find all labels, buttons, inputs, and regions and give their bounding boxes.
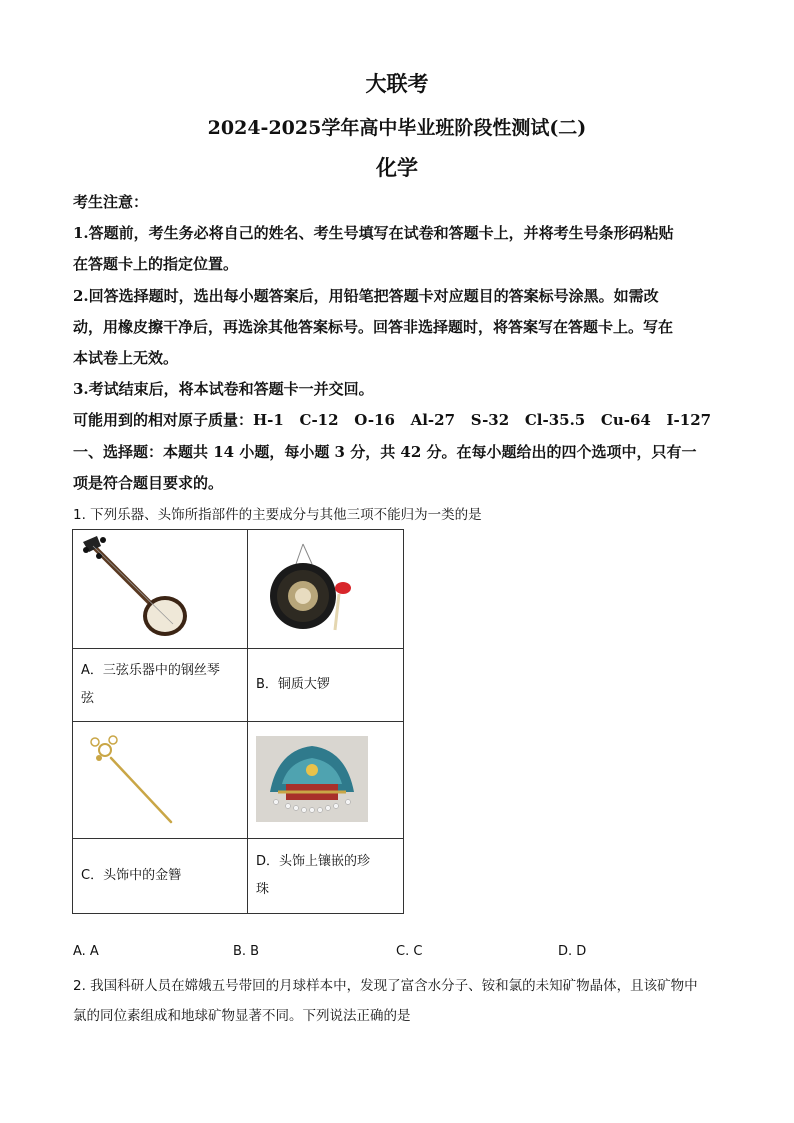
option-a-cell <box>73 649 248 722</box>
section-heading-line-1: 一、选择题：本题共 14 小题，每小题 3 分，共 42 分。在每小题给出的四个选项中，只有一 <box>73 443 697 461</box>
exam-org-title: 大联考 <box>365 71 429 96</box>
atomic-masses: 可能用到的相对原子质量：H-1 C-12 O-16 Al-27 S-32 Cl-35.5 Cu-64 I-127 <box>73 411 712 429</box>
choice-a[interactable]: A. A <box>73 944 99 959</box>
gold-hairpin-image <box>73 722 239 834</box>
option-c-cell <box>73 839 248 914</box>
notice-line-2: 在答题卡上的指定位置。 <box>73 255 239 273</box>
option-d-label-line-2: 珠 <box>256 882 270 897</box>
option-a-image-cell <box>73 530 248 649</box>
choice-d[interactable]: D. D <box>558 944 587 959</box>
option-d-image-cell <box>248 722 404 839</box>
pearl-headdress-image <box>248 722 395 834</box>
question-2-line-1: 2. 我国科研人员在嫦娥五号带回的月球样本中，发现了富含水分子、铵和氯的未知矿物晶体，且该矿物中 <box>73 978 698 994</box>
option-c-label: C．头饰中的金簪 <box>81 868 182 883</box>
question-2-line-2: 氯的同位素组成和地球矿物显著不同。下列说法正确的是 <box>73 1008 411 1024</box>
option-d-cell <box>248 839 404 914</box>
option-b-label: B．铜质大锣 <box>256 677 330 692</box>
notice-line-1: 1.答题前，考生务必将自己的姓名、考生号填写在试卷和答题卡上，并将考生号条形码粘贴 <box>73 224 674 242</box>
option-d-label-line-1: D．头饰上镶嵌的珍 <box>256 854 371 869</box>
option-a-label-line-2: 弦 <box>81 691 95 706</box>
question-1-options-table <box>72 529 404 914</box>
notice-heading: 考生注意： <box>73 193 149 211</box>
option-b-image-cell <box>248 530 404 649</box>
subject-title: 化学 <box>376 155 418 180</box>
notice-line-6: 3.考试结束后，将本试卷和答题卡一并交回。 <box>73 380 374 398</box>
sanxian-instrument-image <box>73 530 239 644</box>
option-b-cell <box>248 649 404 722</box>
notice-line-5: 本试卷上无效。 <box>73 349 179 367</box>
option-a-label-line-1: A．三弦乐器中的钢丝琴 <box>81 663 220 678</box>
notice-line-4: 动，用橡皮擦干净后，再选涂其他答案标号。回答非选择题时，将答案写在答题卡上。写在 <box>73 318 674 336</box>
section-heading-line-2: 项是符合题目要求的。 <box>73 474 224 492</box>
question-1-stem: 1. 下列乐器、头饰所指部件的主要成分与其他三项不能归为一类的是 <box>73 507 482 523</box>
question-1-choices <box>73 944 733 964</box>
exam-title: 2024-2025学年高中毕业班阶段性测试(二) <box>207 117 587 139</box>
option-c-image-cell <box>73 722 248 839</box>
notice-line-3: 2.回答选择题时，选出每小题答案后，用铅笔把答题卡对应题目的答案标号涂黑。如需改 <box>73 287 659 305</box>
bronze-gong-image <box>248 530 395 644</box>
choice-b[interactable]: B. B <box>233 944 260 959</box>
choice-c[interactable]: C. C <box>396 944 423 959</box>
